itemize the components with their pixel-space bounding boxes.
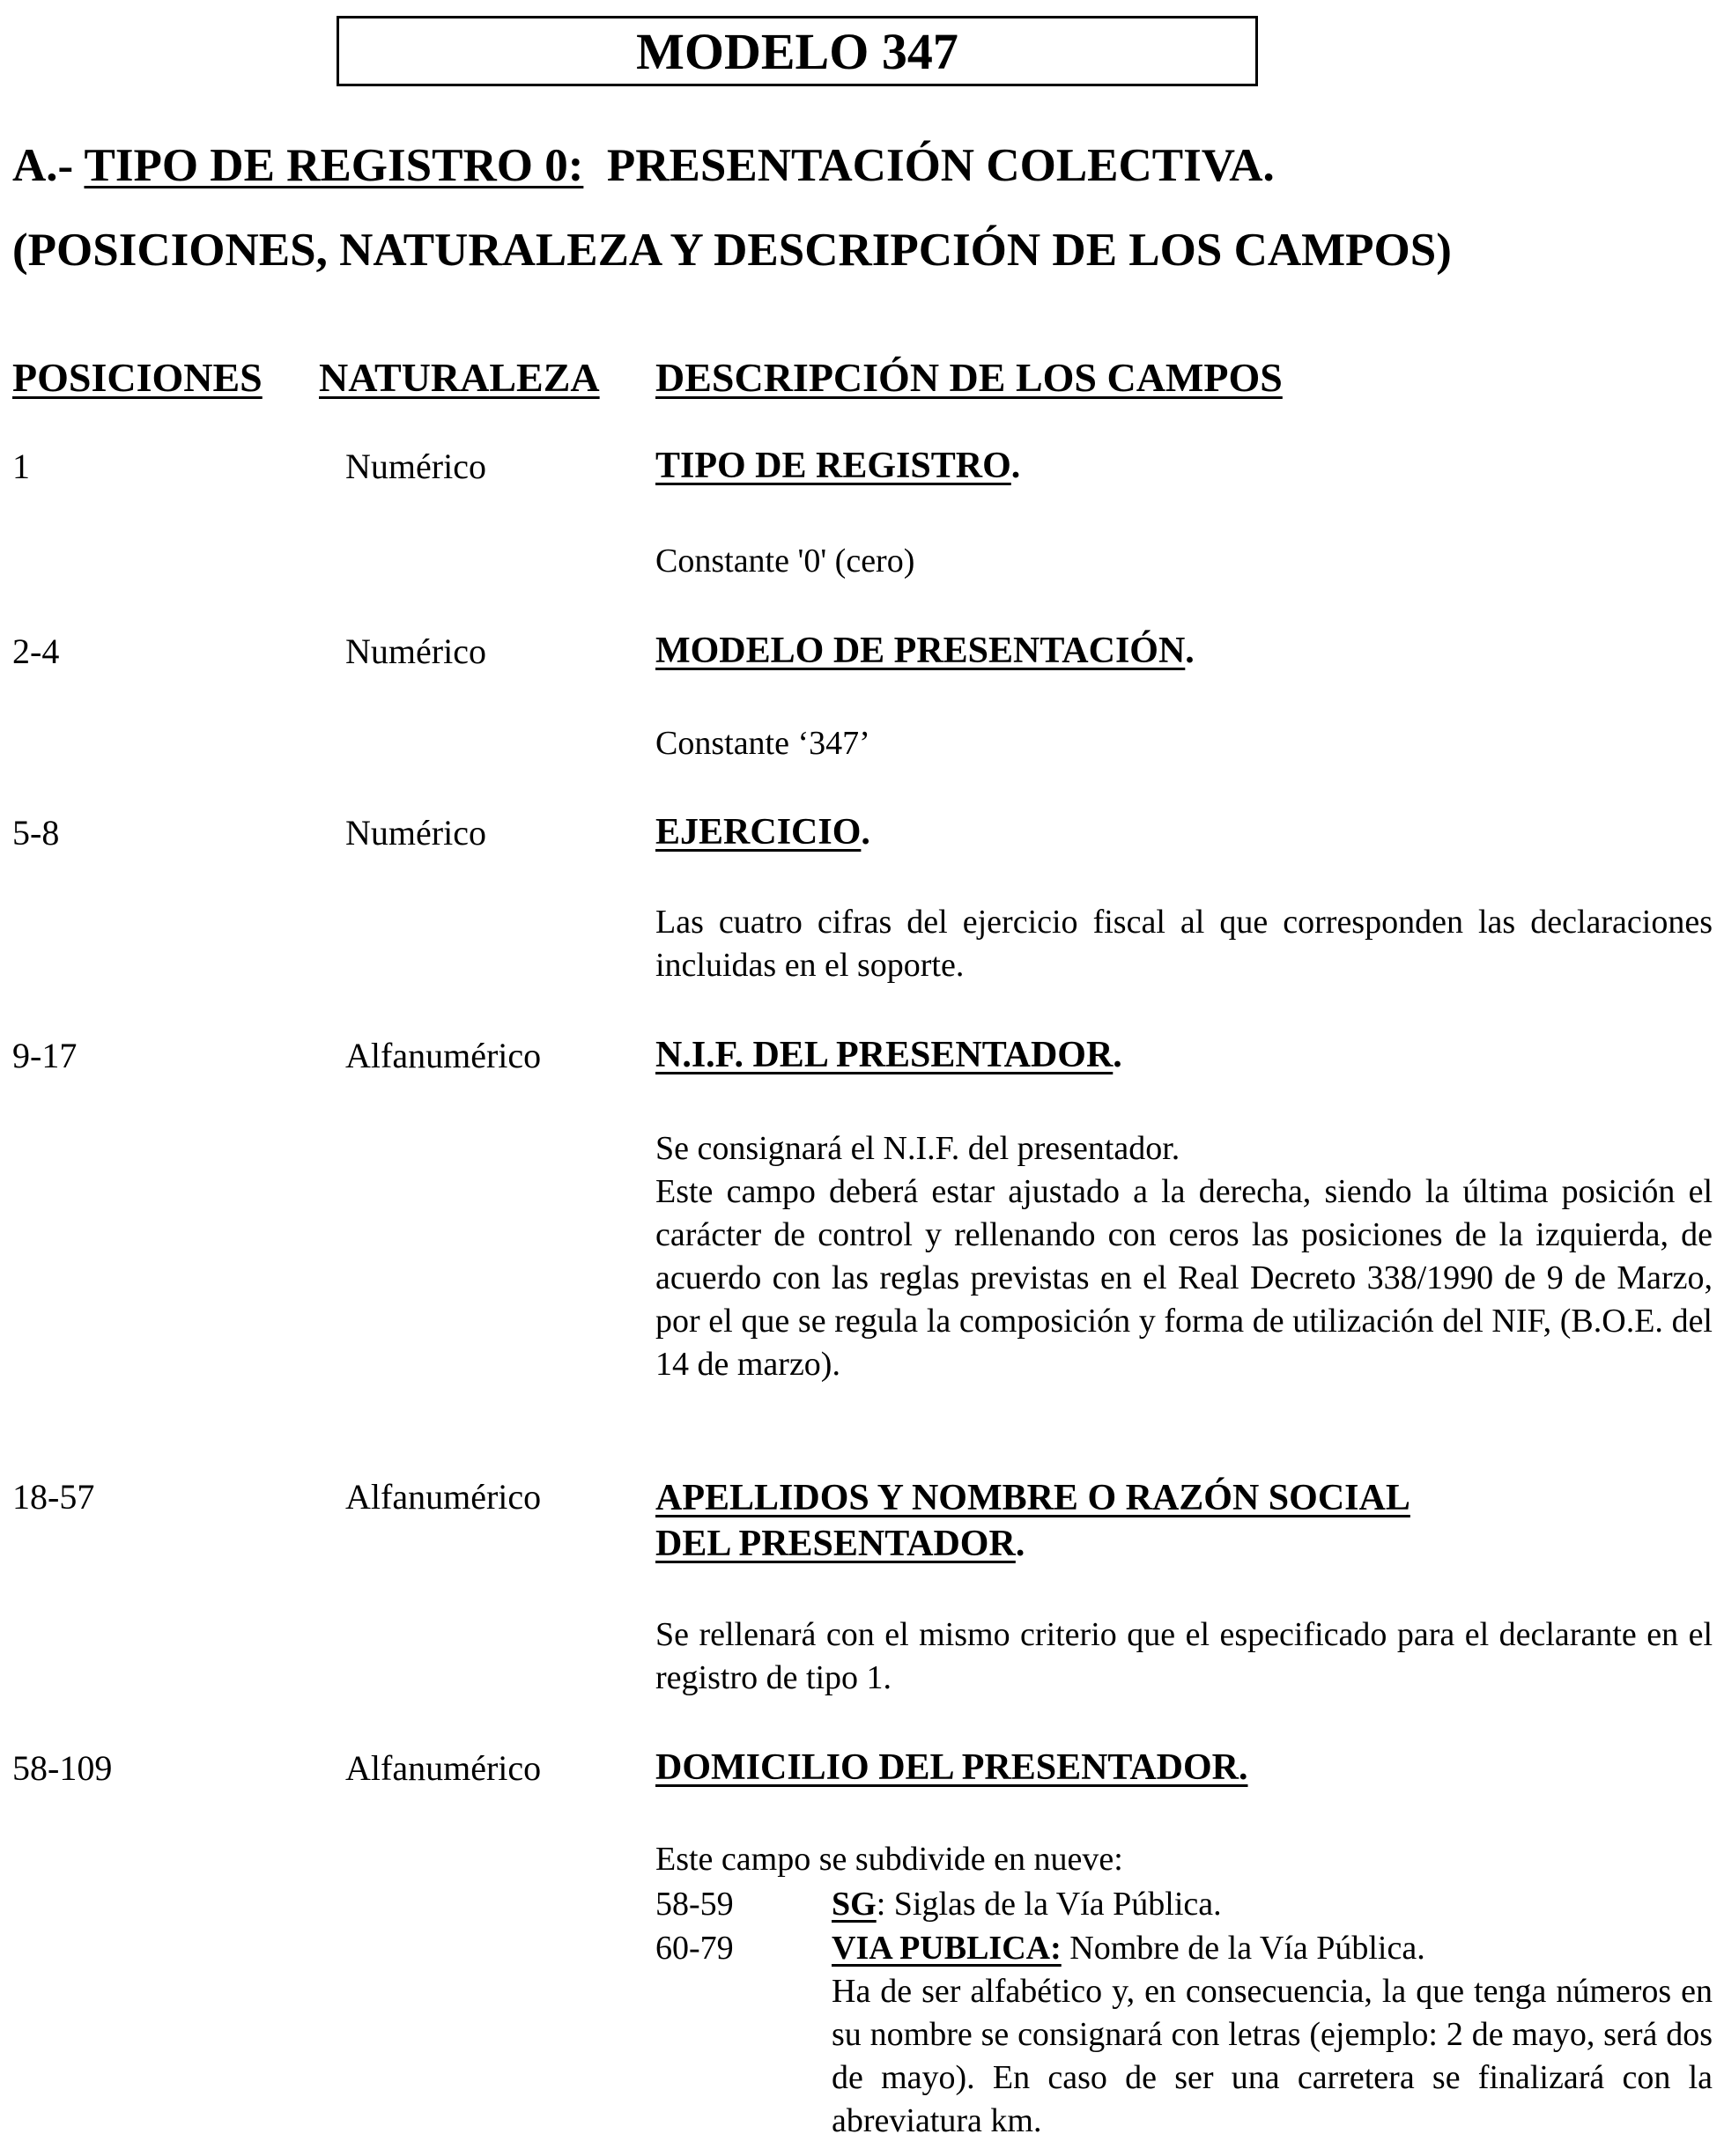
field-positions: 2-4 (12, 631, 60, 671)
field-description: Se rellenará con el mismo criterio que el especificado para el declarante en el registro de tipo 1. (655, 1616, 1713, 1696)
field-positions: 1 (12, 447, 30, 486)
field-nature: Numérico (345, 447, 486, 486)
field-nature: Alfanumérico (345, 1477, 542, 1517)
field-name: EJERCICIO. (655, 812, 870, 853)
subfield-description: VIA PUBLICA: Nombre de la Vía Pública. Ha de ser alfabético y, en consecuencia, la que tenga números en su nombre se consignará con letras (ejemplo: 2 de mayo, será dos de mayo). En caso de ser una carretera se finalizará con la abreviatura km. (832, 1930, 1713, 2139)
field-description: Las cuatro cifras del ejercicio fiscal al que corresponden las declaraciones incluidas en el soporte. (655, 904, 1713, 984)
subfield-positions: 58-59 (655, 1886, 734, 1923)
field-nature: Numérico (345, 813, 486, 853)
subfield-description: SG: Siglas de la Vía Pública. (832, 1886, 1222, 1923)
field-positions: 18-57 (12, 1477, 95, 1517)
field-name: TIPO DE REGISTRO. (655, 446, 1021, 486)
field-positions: 5-8 (12, 813, 60, 853)
section-title (12, 139, 1275, 192)
subfield-positions: 60-79 (655, 1930, 734, 1967)
header-description: DESCRIPCIÓN DE LOS CAMPOS (655, 355, 1283, 400)
field-positions: 58-109 (12, 1748, 113, 1788)
field-nature: Numérico (345, 631, 486, 671)
header-positions: POSICIONES (12, 355, 263, 400)
field-name: DOMICILIO DEL PRESENTADOR. (655, 1747, 1248, 1788)
field-description: Este campo se subdivide en nueve: (655, 1841, 1123, 1878)
field-name: APELLIDOS Y NOMBRE O RAZÓN SOCIAL DEL PRESENTADOR. (655, 1478, 1410, 1564)
section-prefix: A.- (12, 140, 85, 191)
field-name: MODELO DE PRESENTACIÓN. (655, 631, 1195, 671)
field-description: Constante '0' (cero) (655, 543, 915, 580)
field-positions: 9-17 (12, 1036, 78, 1075)
header-nature: NATURALEZA (319, 355, 600, 400)
section-subtitle: (POSICIONES, NATURALEZA Y DESCRIPCIÓN DE LOS CAMPOS) (12, 225, 1452, 276)
section-name: PRESENTACIÓN COLECTIVA. (606, 140, 1275, 191)
field-description: Constante ‘347’ (655, 725, 870, 762)
document-title: MODELO 347 (636, 22, 958, 80)
record-type: TIPO DE REGISTRO 0: (84, 140, 584, 191)
field-name: N.I.F. DEL PRESENTADOR. (655, 1035, 1122, 1075)
field-nature: Alfanumérico (345, 1036, 542, 1075)
field-description: Se consignará el N.I.F. del presentador. Este campo deberá estar ajustado a la derecha, siendo la última posición el carácter de control y rellenando con ceros las posiciones de la izquierda, de acuerdo con las reglas previstas en el Real Decreto 338/1990 de 9 de Marzo, por el que se regula la composición y forma de utilización del NIF, (B.O.E. del 14 de marzo). (655, 1130, 1713, 1383)
document-title-box (337, 16, 1258, 86)
field-nature: Alfanumérico (345, 1748, 542, 1788)
